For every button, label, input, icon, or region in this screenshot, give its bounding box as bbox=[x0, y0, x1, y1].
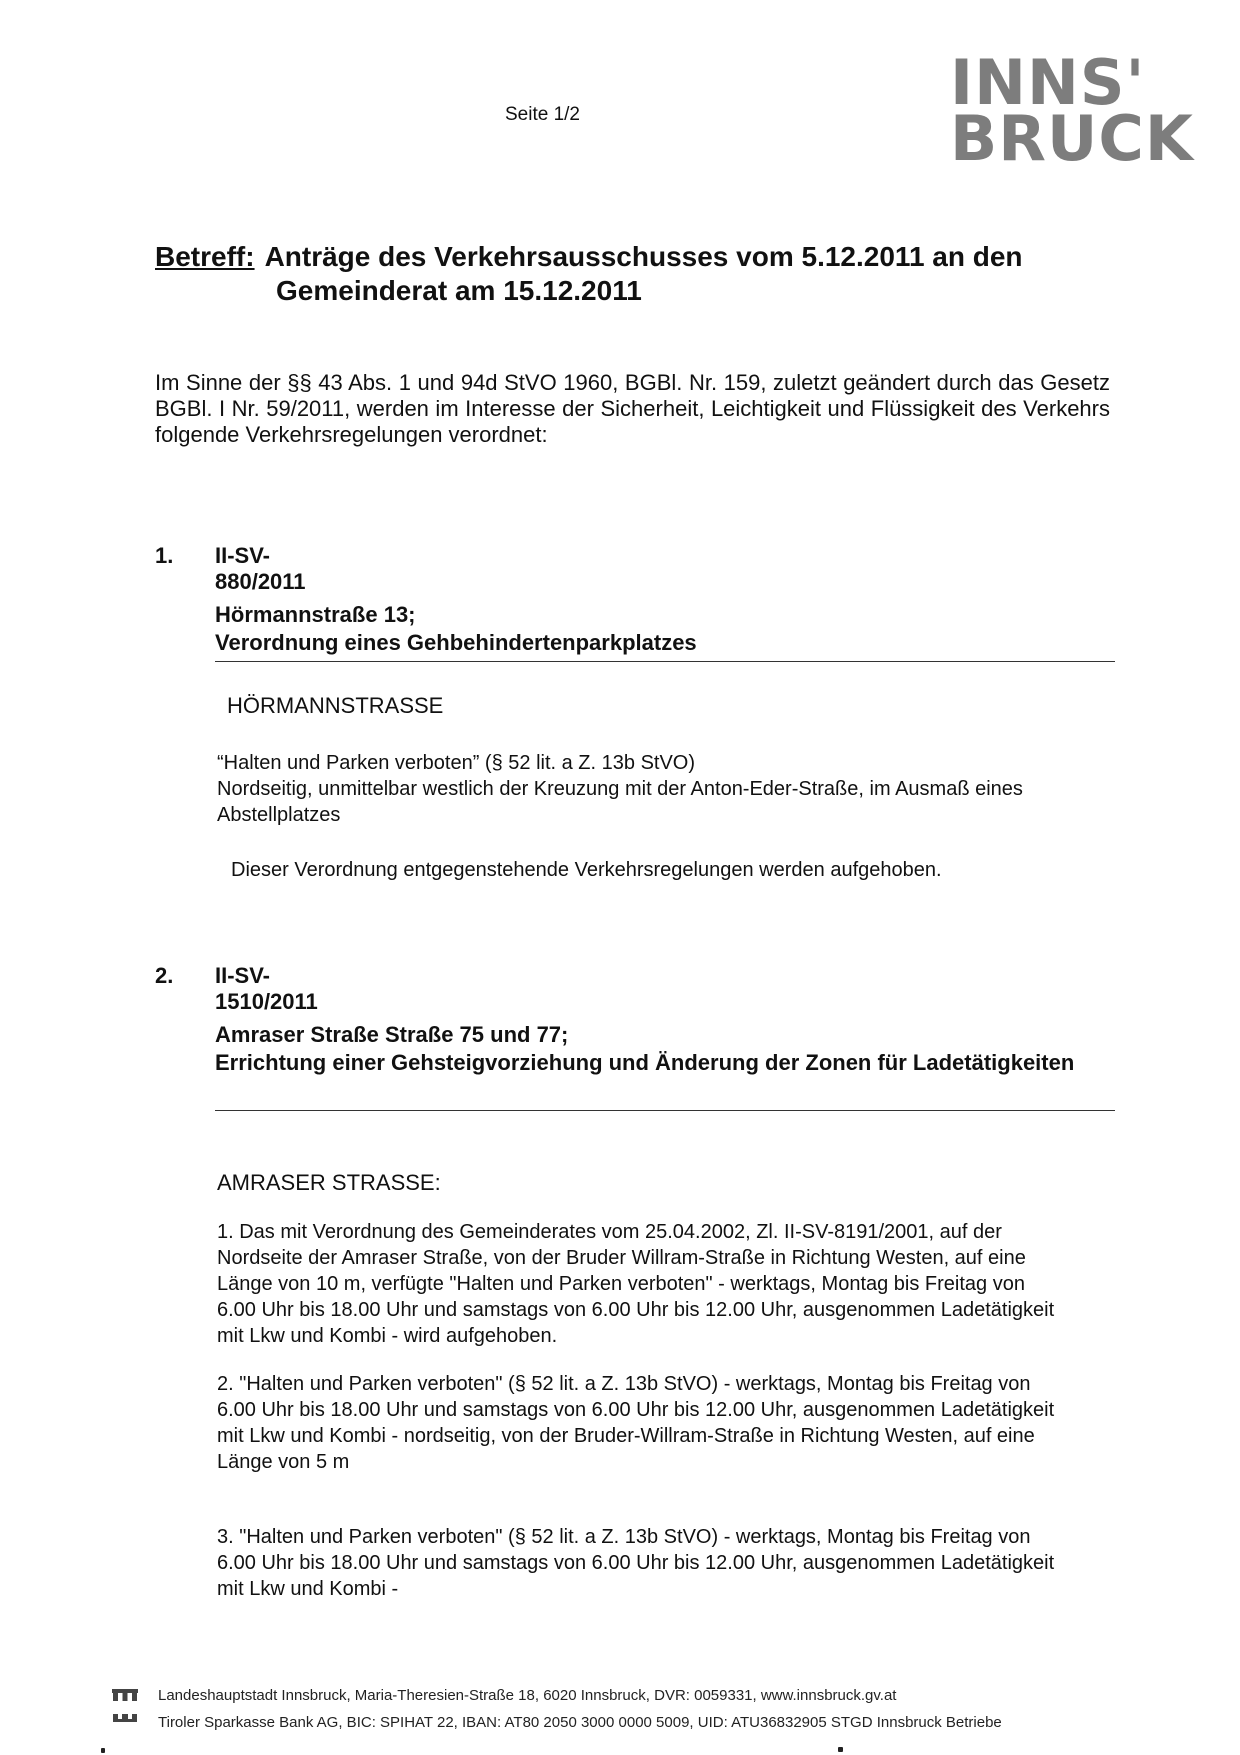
footer-text bbox=[158, 1682, 1002, 1736]
item-1-reference: II-SV-880/2011 bbox=[215, 543, 306, 594]
innsbruck-logo bbox=[950, 46, 1200, 175]
item-2-number: 2. bbox=[155, 963, 174, 988]
subject-heading bbox=[155, 240, 1023, 308]
item-2-street: AMRASER STRASSE: bbox=[217, 1170, 441, 1195]
subject-label: Betreff: bbox=[155, 241, 255, 272]
item-2-title-line-1: Amraser Straße Straße 75 und 77; bbox=[215, 1022, 569, 1047]
item-1-title-line-2: Verordnung eines Gehbehindertenparkplatzes bbox=[215, 630, 697, 655]
item-1-title bbox=[215, 601, 1115, 657]
item-1-location-text: Nordseitig, unmittelbar westlich der Kreuzung mit der Anton-Eder-Straße, im Ausmaß eines Abstellplatzes bbox=[217, 778, 1023, 826]
intro-paragraph: Im Sinne der §§ 43 Abs. 1 und 94d StVO 1960, BGBl. Nr. 159, zuletzt geändert durch das Gesetz BGBl. I Nr. 59/2011, werden im Interesse der Sicherheit, Leichtigkeit und Flüssigkeit des Verkehrs folgende Verkehrsregelungen verordnet: bbox=[155, 370, 1110, 447]
item-2-paragraph-3: 3. "Halten und Parken verboten" (§ 52 lit. a Z. 13b StVO) - werktags, Montag bis Freitag von 6.00 Uhr bis 18.00 Uhr und samstags von 6.00 Uhr bis 12.00 Uhr, ausgenommen Ladetätigkeit mit Lkw und Kombi - bbox=[217, 1526, 1055, 1600]
item-2-title-line-2: Errichtung einer Gehsteigvorziehung und Änderung der Zonen für Ladetätigkeiten bbox=[215, 1050, 1075, 1075]
item-1-street: HÖRMANNSTRASSE bbox=[227, 693, 444, 718]
item-1-rule-text: “Halten und Parken verboten” (§ 52 lit. a Z. 13b StVO) bbox=[217, 752, 696, 774]
page-number: Seite 1/2 bbox=[505, 104, 580, 125]
subject-line-1: Anträge des Verkehrsausschusses vom 5.12.2011 an den bbox=[264, 241, 1023, 272]
item-2-reference: II-SV-1510/2011 bbox=[215, 963, 318, 1014]
logo-line-1: INNS' bbox=[950, 46, 1146, 119]
subject-line-2: Gemeinderat am 15.12.2011 bbox=[276, 275, 642, 306]
scan-speck bbox=[838, 1747, 843, 1752]
item-2-divider bbox=[215, 1110, 1115, 1111]
item-2-paragraph-2: 2. "Halten und Parken verboten" (§ 52 lit. a Z. 13b StVO) - werktags, Montag bis Freitag von 6.00 Uhr bis 18.00 Uhr und samstags von 6.00 Uhr bis 12.00 Uhr, ausgenommen Ladetätigkeit mit Lkw und Kombi - nordseitig, von der Bruder-Willram-Straße in Richtung Westen, auf eine Länge von 5 m bbox=[217, 1373, 1055, 1473]
city-emblem-icon bbox=[112, 1686, 138, 1728]
item-1-rule bbox=[217, 750, 1117, 828]
item-1-number: 1. bbox=[155, 543, 174, 568]
item-1-closing-text: Dieser Verordnung entgegenstehende Verkehrsregelungen werden aufgehoben. bbox=[231, 859, 942, 881]
item-1-divider bbox=[215, 661, 1115, 662]
item-1-title-line-1: Hörmannstraße 13; bbox=[215, 602, 416, 627]
item-2-title bbox=[215, 1021, 1115, 1077]
footer-bank-details: Tiroler Sparkasse Bank AG, BIC: SPIHAT 22, IBAN: AT80 2050 3000 0000 5009, UID: ATU36832905 STGD Innsbruck Betriebe bbox=[158, 1714, 1002, 1731]
logo-line-2: BRUCK bbox=[950, 102, 1194, 175]
item-2-paragraph-1: 1. Das mit Verordnung des Gemeinderates vom 25.04.2002, Zl. II-SV-8191/2001, auf der Nordseite der Amraser Straße, von der Bruder Willram-Straße in Richtung Westen, auf eine Länge von 10 m, verfügte "Halten und Parken verboten" - werktags, Montag bis Freitag von 6.00 Uhr bis 18.00 Uhr und samstags von 6.00 Uhr bis 12.00 Uhr, ausgenommen Ladetätigkeit mit Lkw und Kombi - wird aufgehoben. bbox=[217, 1221, 1055, 1347]
footer-address: Landeshauptstadt Innsbruck, Maria-Theresien-Straße 18, 6020 Innsbruck, DVR: 0059331, www.innsbruck.gv.at bbox=[158, 1687, 897, 1704]
scan-speck bbox=[101, 1748, 105, 1753]
